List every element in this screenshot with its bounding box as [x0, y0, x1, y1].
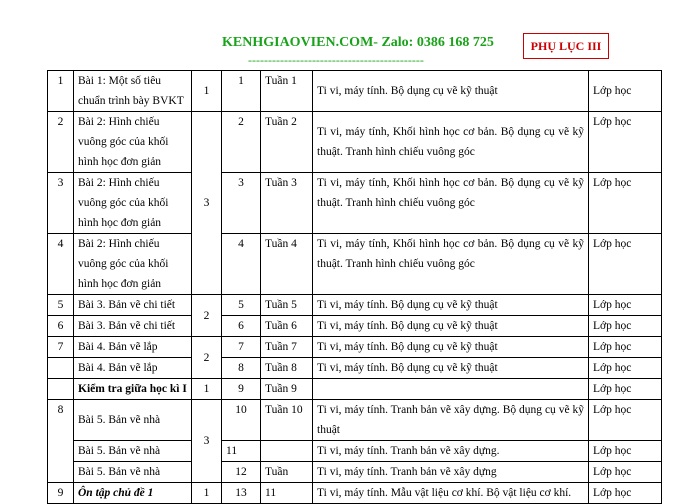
- week-cell: Tuần 1: [261, 71, 313, 112]
- equipment-cell: Ti vi, máy tính. Bộ dụng cụ vẽ kỹ thuật: [313, 71, 589, 112]
- credits-cell: 1: [192, 71, 222, 112]
- period-cell: 9: [222, 379, 261, 400]
- equipment-cell: Ti vi, máy tính, Khối hình học cơ bản. Bộ dụng cụ vẽ kỹ thuật. Tranh hình chiếu vuông góc: [313, 234, 589, 295]
- week-cell: [261, 441, 313, 462]
- period-cell: 11: [222, 441, 261, 462]
- period-cell: 3: [222, 173, 261, 234]
- stt-cell: 5: [48, 295, 74, 316]
- equipment-cell: Ti vi, máy tính. Tranh bản vẽ xây dựng: [313, 462, 589, 483]
- week-cell: Tuần 10: [261, 400, 313, 441]
- equipment-cell: Ti vi, máy tính. Bộ dụng cụ vẽ kỹ thuật: [313, 316, 589, 337]
- week-cell: Tuần 3: [261, 173, 313, 234]
- table-row: [48, 71, 662, 112]
- lesson-cell: Bài 4. Bản vẽ lắp: [74, 358, 192, 379]
- place-cell: Lớp học: [589, 462, 662, 483]
- table-row: [48, 234, 662, 295]
- period-cell: 8: [222, 358, 261, 379]
- stt-cell: 9: [48, 483, 74, 504]
- table-row: [48, 462, 662, 483]
- lesson-cell: Bài 5. Bản vẽ nhà: [74, 462, 192, 483]
- week-cell: Tuần 5: [261, 295, 313, 316]
- place-cell: Lớp học: [589, 358, 662, 379]
- stt-cell: 3: [48, 173, 74, 234]
- stt-cell: 4: [48, 234, 74, 295]
- equipment-cell: Ti vi, máy tính. Tranh bản vẽ xây dựng.: [313, 441, 589, 462]
- table-row: [48, 316, 662, 337]
- table-row: [48, 441, 662, 462]
- credits-cell: 2: [192, 337, 222, 379]
- equipment-cell: Ti vi, máy tính. Mẫu vật liệu cơ khí. Bộ vật liệu cơ khí.: [313, 483, 589, 504]
- lesson-cell: Bài 1: Một số tiêu chuẩn trình bày BVKT: [74, 71, 192, 112]
- equipment-cell: Ti vi, máy tính. Bộ dụng cụ vẽ kỹ thuật: [313, 337, 589, 358]
- period-cell: 5: [222, 295, 261, 316]
- page-header: [0, 30, 700, 70]
- period-cell: 7: [222, 337, 261, 358]
- lesson-cell: Kiểm tra giữa học kì I: [74, 379, 192, 400]
- schedule-table: [47, 70, 662, 504]
- place-cell: Lớp học: [589, 71, 662, 112]
- week-cell: Tuần 9: [261, 379, 313, 400]
- period-cell: 10: [222, 400, 261, 441]
- table-row: [48, 358, 662, 379]
- lesson-cell: Bài 2: Hình chiếu vuông góc của khối hình học đơn giản: [74, 112, 192, 173]
- period-cell: 2: [222, 112, 261, 173]
- credits-cell: 1: [192, 379, 222, 400]
- table-row: [48, 483, 662, 504]
- table-row: [48, 173, 662, 234]
- equipment-cell: Ti vi, máy tính. Bộ dụng cụ vẽ kỹ thuật: [313, 295, 589, 316]
- period-cell: 12: [222, 462, 261, 483]
- lesson-cell: Bài 2: Hình chiếu vuông góc của khối hình học đơn giản: [74, 234, 192, 295]
- table-row: [48, 337, 662, 358]
- lesson-cell: Bài 4. Bản vẽ lắp: [74, 337, 192, 358]
- lesson-cell: Bài 2: Hình chiếu vuông góc của khối hình học đơn giản: [74, 173, 192, 234]
- place-cell: Lớp học: [589, 483, 662, 504]
- lesson-cell: Bài 3. Bản vẽ chi tiết: [74, 316, 192, 337]
- period-cell: 1: [222, 71, 261, 112]
- place-cell: Lớp học: [589, 400, 662, 441]
- site-title: KENHGIAOVIEN.COM- Zalo: 0386 168 725: [222, 35, 494, 50]
- place-cell: Lớp học: [589, 295, 662, 316]
- credits-cell: 2: [192, 295, 222, 337]
- table-row: [48, 400, 662, 441]
- credits-cell: 3: [192, 400, 222, 483]
- place-cell: Lớp học: [589, 173, 662, 234]
- week-cell: Tuần 2: [261, 112, 313, 173]
- week-cell: Tuần 6: [261, 316, 313, 337]
- lesson-cell: Ôn tập chủ đề 1: [74, 483, 192, 504]
- equipment-cell: Ti vi, máy tính. Tranh bản vẽ xây dựng. Bộ dụng cụ vẽ kỹ thuật: [313, 400, 589, 441]
- week-cell: Tuần 7: [261, 337, 313, 358]
- stt-cell: [48, 379, 74, 400]
- table-row: [48, 295, 662, 316]
- stt-cell: [48, 358, 74, 379]
- place-cell: Lớp học: [589, 379, 662, 400]
- stt-cell: 6: [48, 316, 74, 337]
- place-cell: Lớp học: [589, 112, 662, 173]
- place-cell: Lớp học: [589, 234, 662, 295]
- credits-cell: 1: [192, 483, 222, 504]
- stt-cell: 1: [48, 71, 74, 112]
- period-cell: 6: [222, 316, 261, 337]
- appendix-badge: PHỤ LỤC III: [523, 33, 609, 59]
- place-cell: Lớp học: [589, 441, 662, 462]
- week-cell: Tuần 4: [261, 234, 313, 295]
- week-cell: Tuần: [261, 462, 313, 483]
- equipment-cell: Ti vi, máy tính, Khối hình học cơ bản. Bộ dụng cụ vẽ kỹ thuật. Tranh hình chiếu vuông góc: [313, 173, 589, 234]
- table-row: [48, 379, 662, 400]
- lesson-cell: Bài 3. Bản vẽ chi tiết: [74, 295, 192, 316]
- equipment-cell: Ti vi, máy tính. Bộ dụng cụ vẽ kỹ thuật: [313, 358, 589, 379]
- equipment-cell: [313, 379, 589, 400]
- equipment-cell: Ti vi, máy tính, Khối hình học cơ bản. Bộ dụng cụ vẽ kỹ thuật. Tranh hình chiếu vuông góc: [313, 112, 589, 173]
- place-cell: Lớp học: [589, 316, 662, 337]
- header-divider: --------------------------------------------: [248, 53, 424, 67]
- table-row: [48, 112, 662, 173]
- place-cell: Lớp học: [589, 337, 662, 358]
- lesson-cell: Bài 5. Bản vẽ nhà: [74, 400, 192, 441]
- week-cell: Tuần 8: [261, 358, 313, 379]
- stt-cell: 8: [48, 400, 74, 483]
- lesson-cell: Bài 5. Bản vẽ nhà: [74, 441, 192, 462]
- period-cell: 4: [222, 234, 261, 295]
- stt-cell: 2: [48, 112, 74, 173]
- stt-cell: 7: [48, 337, 74, 358]
- credits-cell: 3: [192, 112, 222, 295]
- period-cell: 13: [222, 483, 261, 504]
- week-cell: 11: [261, 483, 313, 504]
